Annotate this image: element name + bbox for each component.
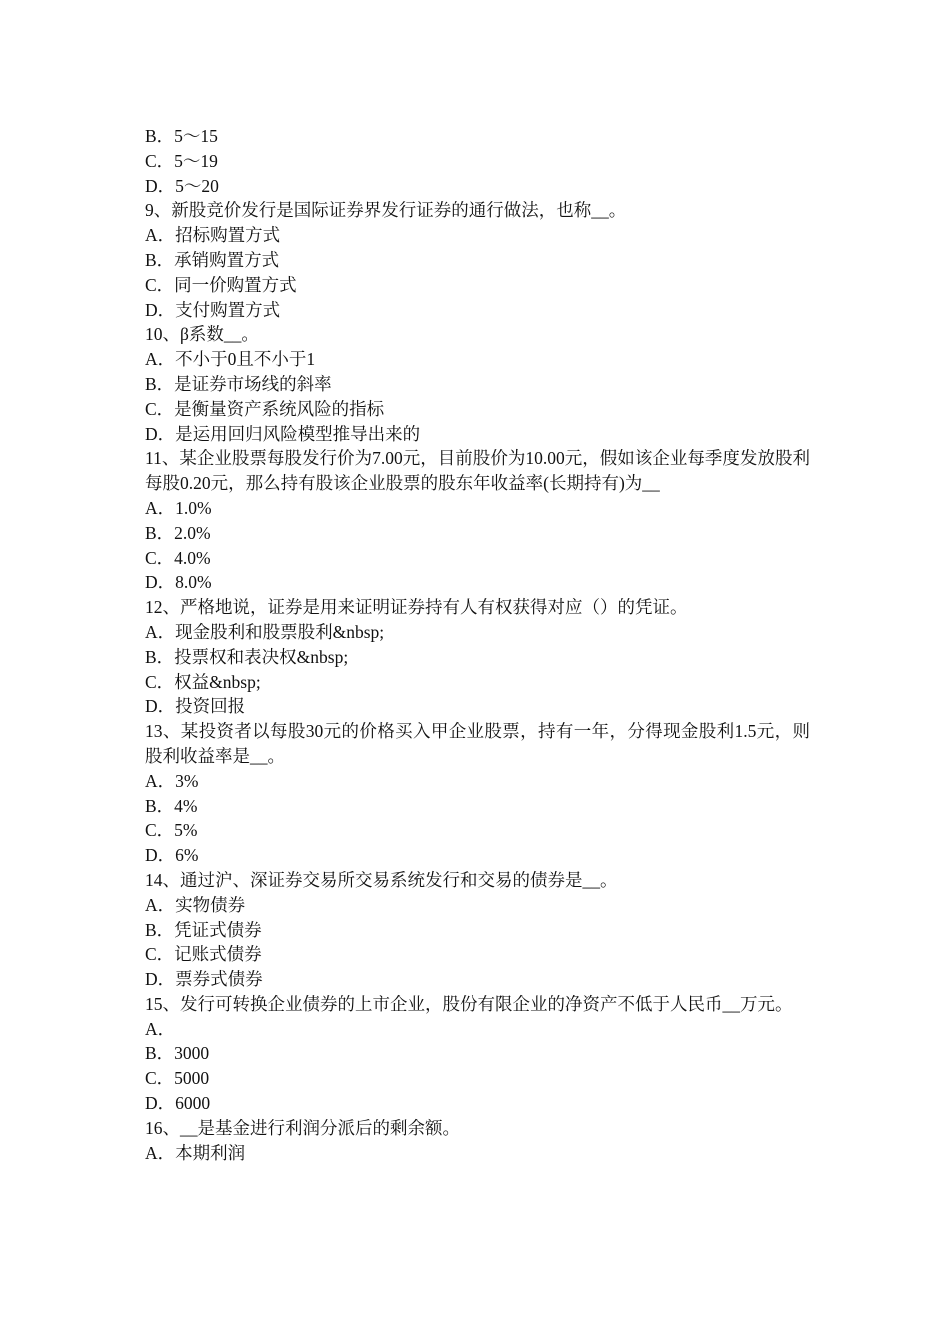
option-line: A．不小于0且不小于1 bbox=[145, 349, 316, 370]
option-line: B．凭证式债券 bbox=[145, 919, 262, 940]
option-line: C．4.0% bbox=[145, 547, 211, 568]
option-line: B．承销购置方式 bbox=[145, 249, 280, 270]
option-line: C．同一价购置方式 bbox=[145, 274, 297, 295]
question-line: 15、发行可转换企业债券的上市企业，股份有限企业的净资产不低于人民币__万元。 bbox=[145, 993, 793, 1014]
option-line: B．4% bbox=[145, 795, 198, 816]
option-line: D．6000 bbox=[145, 1093, 211, 1114]
question-line: 11、某企业股票每股发行价为7.00元，目前股价为10.00元，假如该企业每季度发放股利每股0.20元，那么持有股该企业股票的股东年收益率(长期持有)为__ bbox=[145, 448, 810, 494]
question-line: 10、β系数__。 bbox=[145, 324, 259, 345]
option-line: D．6% bbox=[145, 845, 199, 866]
option-line: C．5% bbox=[145, 820, 198, 841]
document-page bbox=[145, 124, 810, 1165]
option-line: B．是证券市场线的斜率 bbox=[145, 373, 332, 394]
option-line: C．5～19 bbox=[145, 150, 218, 171]
option-line: D．8.0% bbox=[145, 572, 212, 593]
option-line: D．投资回报 bbox=[145, 696, 246, 717]
question-line: 12、严格地说，证券是用来证明证券持有人有权获得对应（）的凭证。 bbox=[145, 597, 688, 618]
option-line: A． bbox=[145, 1018, 176, 1039]
option-line: C．5000 bbox=[145, 1068, 210, 1089]
option-line: B．5～15 bbox=[145, 126, 218, 146]
option-line: D．5～20 bbox=[145, 175, 219, 196]
question-line: 9、新股竞价发行是国际证券界发行证券的通行做法，也称__。 bbox=[145, 200, 627, 221]
option-line: D．是运用回归风险模型推导出来的 bbox=[145, 423, 421, 444]
option-line: D．支付购置方式 bbox=[145, 299, 281, 320]
option-line: B．3000 bbox=[145, 1043, 210, 1064]
option-line: C．是衡量资产系统风险的指标 bbox=[145, 398, 385, 419]
question-line: 16、__是基金进行利润分派后的剩余额。 bbox=[145, 1117, 460, 1138]
option-line: A．现金股利和股票股利&nbsp; bbox=[145, 621, 385, 642]
option-line: C．权益&nbsp; bbox=[145, 671, 261, 692]
option-line: A．3% bbox=[145, 770, 199, 791]
option-line: C．记账式债券 bbox=[145, 944, 262, 965]
option-line: A．实物债券 bbox=[145, 894, 246, 915]
option-line: D．票券式债券 bbox=[145, 969, 263, 990]
option-line: A．本期利润 bbox=[145, 1142, 246, 1163]
question-line: 13、某投资者以每股30元的价格买入甲企业股票，持有一年，分得现金股利1.5元，则股利收益率是__。 bbox=[145, 721, 810, 766]
option-line: B．投票权和表决权&nbsp; bbox=[145, 646, 349, 667]
option-line: B．2.0% bbox=[145, 522, 211, 543]
option-line: A．招标购置方式 bbox=[145, 225, 281, 246]
question-line: 14、通过沪、深证券交易所交易系统发行和交易的债券是__。 bbox=[145, 869, 618, 890]
option-line: A．1.0% bbox=[145, 497, 212, 518]
